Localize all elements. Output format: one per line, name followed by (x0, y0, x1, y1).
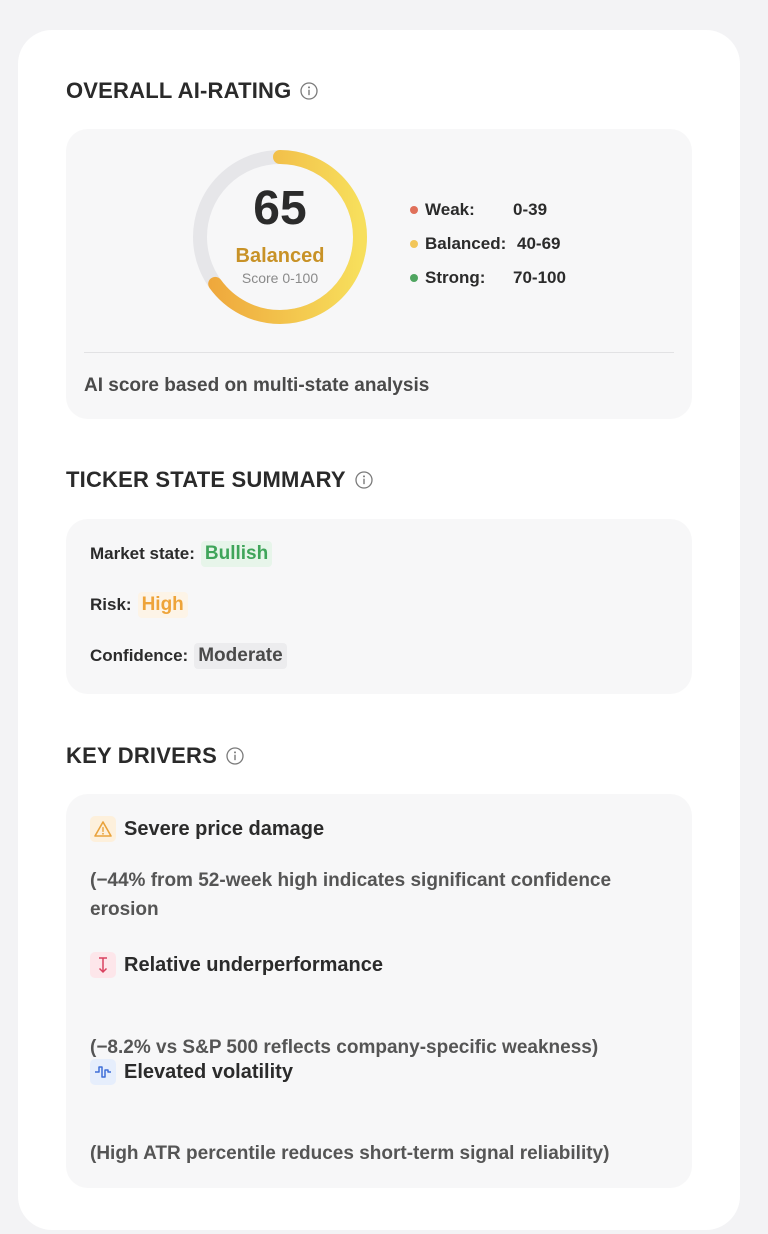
strong-dot (410, 274, 418, 282)
summary-heading (66, 467, 373, 493)
drivers-panel (66, 794, 692, 1188)
risk-row: Risk: High (90, 592, 188, 618)
arrow-down-icon (90, 952, 116, 978)
overall-rating-title: OVERALL AI-RATING (66, 78, 292, 103)
score-range: Score 0-100 (241, 270, 319, 286)
summary-panel (66, 519, 692, 694)
confidence-badge: Moderate (194, 643, 286, 669)
volatility-icon (90, 1059, 116, 1085)
drivers-heading (66, 743, 244, 769)
market-state-row: Market state: Bullish (90, 541, 272, 567)
risk-badge: High (138, 592, 188, 618)
balanced-dot (410, 240, 418, 248)
overall-rating-heading (66, 78, 318, 104)
score-value: 65 (253, 182, 307, 235)
driver-title: Severe price damage (124, 817, 325, 840)
driver-item (90, 952, 383, 978)
rating-legend (410, 193, 566, 295)
summary-title: TICKER STATE SUMMARY (66, 467, 346, 492)
info-icon[interactable] (355, 471, 373, 489)
legend-item-weak: Weak: 0-39 (410, 193, 566, 227)
driver-description: (High ATR percentile reduces short-term signal reliability) (90, 1143, 610, 1164)
driver-title: Elevated volatility (124, 1060, 293, 1083)
warning-icon (90, 816, 116, 842)
info-icon[interactable] (300, 82, 318, 100)
divider (84, 352, 674, 353)
weak-dot (410, 206, 418, 214)
driver-item (90, 816, 324, 842)
market-state-badge: Bullish (201, 541, 272, 567)
confidence-row: Confidence: Moderate (90, 643, 287, 669)
drivers-title: KEY DRIVERS (66, 743, 217, 768)
legend-item-balanced: Balanced: 40-69 (410, 227, 566, 261)
driver-description: (−44% from 52-week high indicates significant confidence erosion (90, 870, 612, 920)
rating-note: AI score based on multi-state analysis (84, 375, 430, 396)
driver-description: (−8.2% vs S&P 500 reflects company-specific weakness) (90, 1037, 599, 1058)
score-gauge (190, 147, 370, 327)
ai-rating-card (18, 30, 740, 1230)
legend-item-strong: Strong: 70-100 (410, 261, 566, 295)
info-icon[interactable] (226, 747, 244, 765)
rating-label: Balanced (235, 245, 325, 267)
overall-rating-panel (66, 129, 692, 419)
driver-item (90, 1059, 293, 1085)
driver-title: Relative underperformance (124, 953, 383, 976)
